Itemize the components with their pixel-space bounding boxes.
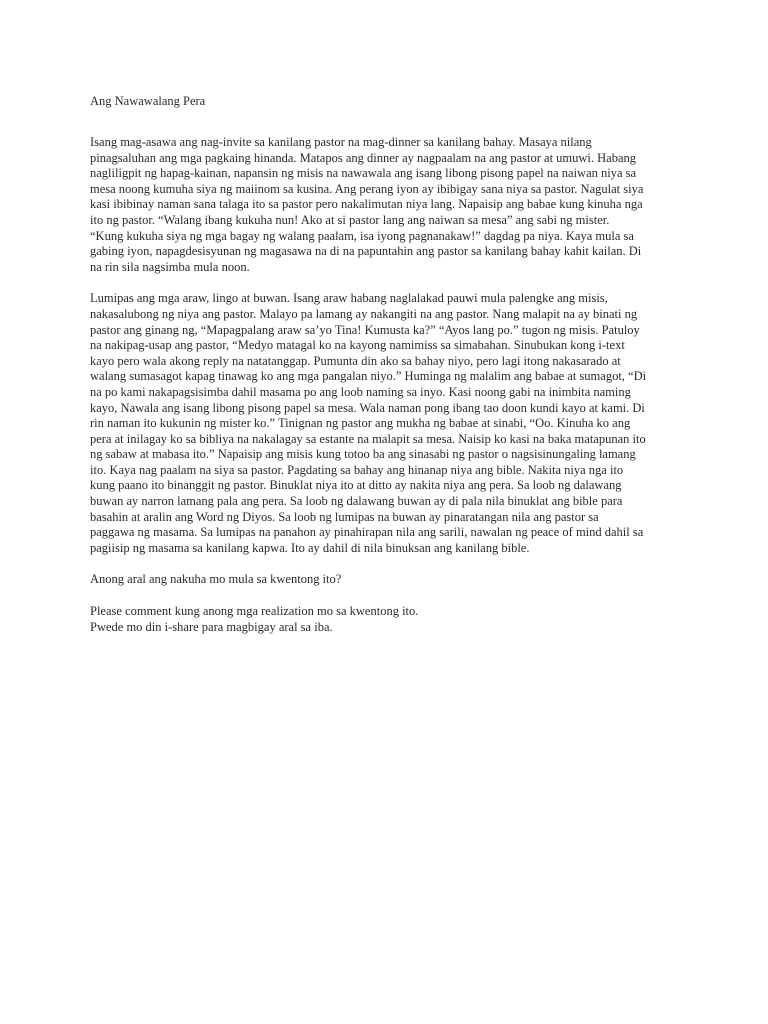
paragraph-1-line: kasi ibibinay naman sana talaga ito sa pastor pero nakalimutan niya lang. Napaisip ang babae kung kinuha nga bbox=[90, 197, 643, 212]
closing-text bbox=[90, 604, 710, 635]
question-text: Anong aral ang nakuha mo mula sa kwentong ito? bbox=[90, 572, 342, 587]
paragraph-2-line: paggawa ng masama. Sa lumipas na panahon ay pinahirapan nila ang sarili, nawalan ng peace of mind dahil sa bbox=[90, 525, 644, 540]
paragraph-2-line: na po kami nakapagsisimba dahil masama po ang loob naming sa inyo. Kasi noong gabi na inimbita naming bbox=[90, 384, 631, 399]
paragraph-2-line: kung paano ito binanggit ng pastor. Binuklat niya ito at ditto ay nakita niya ang pera. Sa loob ng dalawang bbox=[90, 478, 622, 493]
paragraph-2-line: na nakipag-usap ang pastor, “Medyo matagal ko na kayong namimiss sa simabahan. Sinubukan kong i-text bbox=[90, 338, 625, 353]
paragraph-2-line: walang sumasagot kapag tinawag ko ang mga pangalan niyo.” Huminga ng malalim ang babae at sumagot, “Di bbox=[90, 369, 647, 384]
paragraph-1-line: pinagsaluhan ang mga pagkaing hinanda. Matapos ang dinner ay nagpaalam na ang pastor at umuwi. Habang bbox=[90, 150, 637, 165]
paragraph-1-line: mesa noong kumuha siya ng maiinom sa kusina. Ang perang iyon ay ibibigay sana niya sa pastor. Nagulat siya bbox=[90, 181, 644, 196]
paragraph-1-line: ito ng pastor. “Walang ibang kukuha nun! Ako at si pastor lang ang naiwan sa mesa” ang sabi ng mister. bbox=[90, 212, 610, 227]
paragraph-2-line: pera at inilagay ko sa bibliya na nakalagay sa estante na malapit sa mesa. Naisip ko kasi na baka matapunan ito bbox=[90, 431, 646, 446]
paragraph-2-line: Lumipas ang mga araw, lingo at buwan. Isang araw habang naglalakad pauwi mula palengke ang misis, bbox=[90, 291, 608, 306]
paragraph-2-line: ng sabaw at mabasa ito.” Napaisip ang misis kung totoo ba ang sinasabi ng pastor o nagsisinungaling lamang bbox=[90, 447, 636, 462]
paragraph-2-line: kayo, Nawala ang isang libong pisong papel sa mesa. Wala naman pong ibang tao doon kundi kayo at kami. Di bbox=[90, 400, 645, 415]
document-page bbox=[90, 93, 710, 651]
paragraph-1-line: “Kung kukuha siya ng mga bagay ng walang paalam, isa iyong pagnanakaw!” dagdag pa niya. Kaya mula sa bbox=[90, 228, 634, 243]
closing-line: Pwede mo din i-share para magbigay aral sa iba. bbox=[90, 619, 333, 634]
paragraph-2-line: pagiisip ng masama sa kanilang kapwa. Ito ay dahil di nila binuksan ang kanilang bible. bbox=[90, 540, 530, 555]
paragraph-1-line: gabing iyon, napagdesisyunan ng magasawa na di na papuntahin ang pastor sa kanilang bahay kahit kailan. Di bbox=[90, 244, 642, 259]
paragraph-1-line: Isang mag-asawa ang nag-invite sa kanilang pastor na mag-dinner sa kanilang bahay. Masaya nilang bbox=[90, 135, 592, 149]
paragraph-2-line: nakasalubong ng niya ang pastor. Malayo pa lamang ay nakangiti na ang pastor. Nang malapit na ay binati ng bbox=[90, 306, 638, 321]
paragraph-1 bbox=[90, 135, 710, 275]
paragraph-1-line: nagliligpit ng hapag-kainan, napansin ng misis na nawawala ang isang libong pisong papel na naiwan niya sa bbox=[90, 166, 637, 181]
document-title: Ang Nawawalang Pera bbox=[90, 94, 206, 108]
paragraph-2-line: ito. Kaya nag paalam na siya sa pastor. Pagdating sa bahay ang hinanap niya ang bible. Nakita niya nga ito bbox=[90, 462, 624, 477]
paragraph-2-line: buwan ay narron lamang pala ang pera. Sa loob ng dalawang buwan ay di pala nila binuklat ang bible para bbox=[90, 494, 623, 509]
closing-line: Please comment kung anong mga realization mo sa kwentong ito. bbox=[90, 604, 419, 619]
paragraph-1-line: na rin sila nagsimba mula noon. bbox=[90, 259, 250, 274]
paragraph-2-line: pastor ang ginang ng, “Mapagpalang araw sa’yo Tina! Kumusta ka?” “Ayos lang po.” tugon ng misis. Patuloy bbox=[90, 322, 640, 337]
paragraph-2-line: basahin at aralin ang Word ng Diyos. Sa loob ng lumipas na buwan ay pinaratangan nila ang pastor sa bbox=[90, 509, 599, 524]
paragraph-2-line: kayo pero wala akong reply na natatanggap. Pumunta din ako sa bahay niyo, pero lagi itong nakasarado at bbox=[90, 353, 621, 368]
paragraph-2-line: rin naman ito kukunin ng mister ko.” Tinignan ng pastor ang mukha ng babae at sinabi, “Oo. Kinuha ko ang bbox=[90, 416, 631, 431]
paragraph-2 bbox=[90, 291, 710, 556]
